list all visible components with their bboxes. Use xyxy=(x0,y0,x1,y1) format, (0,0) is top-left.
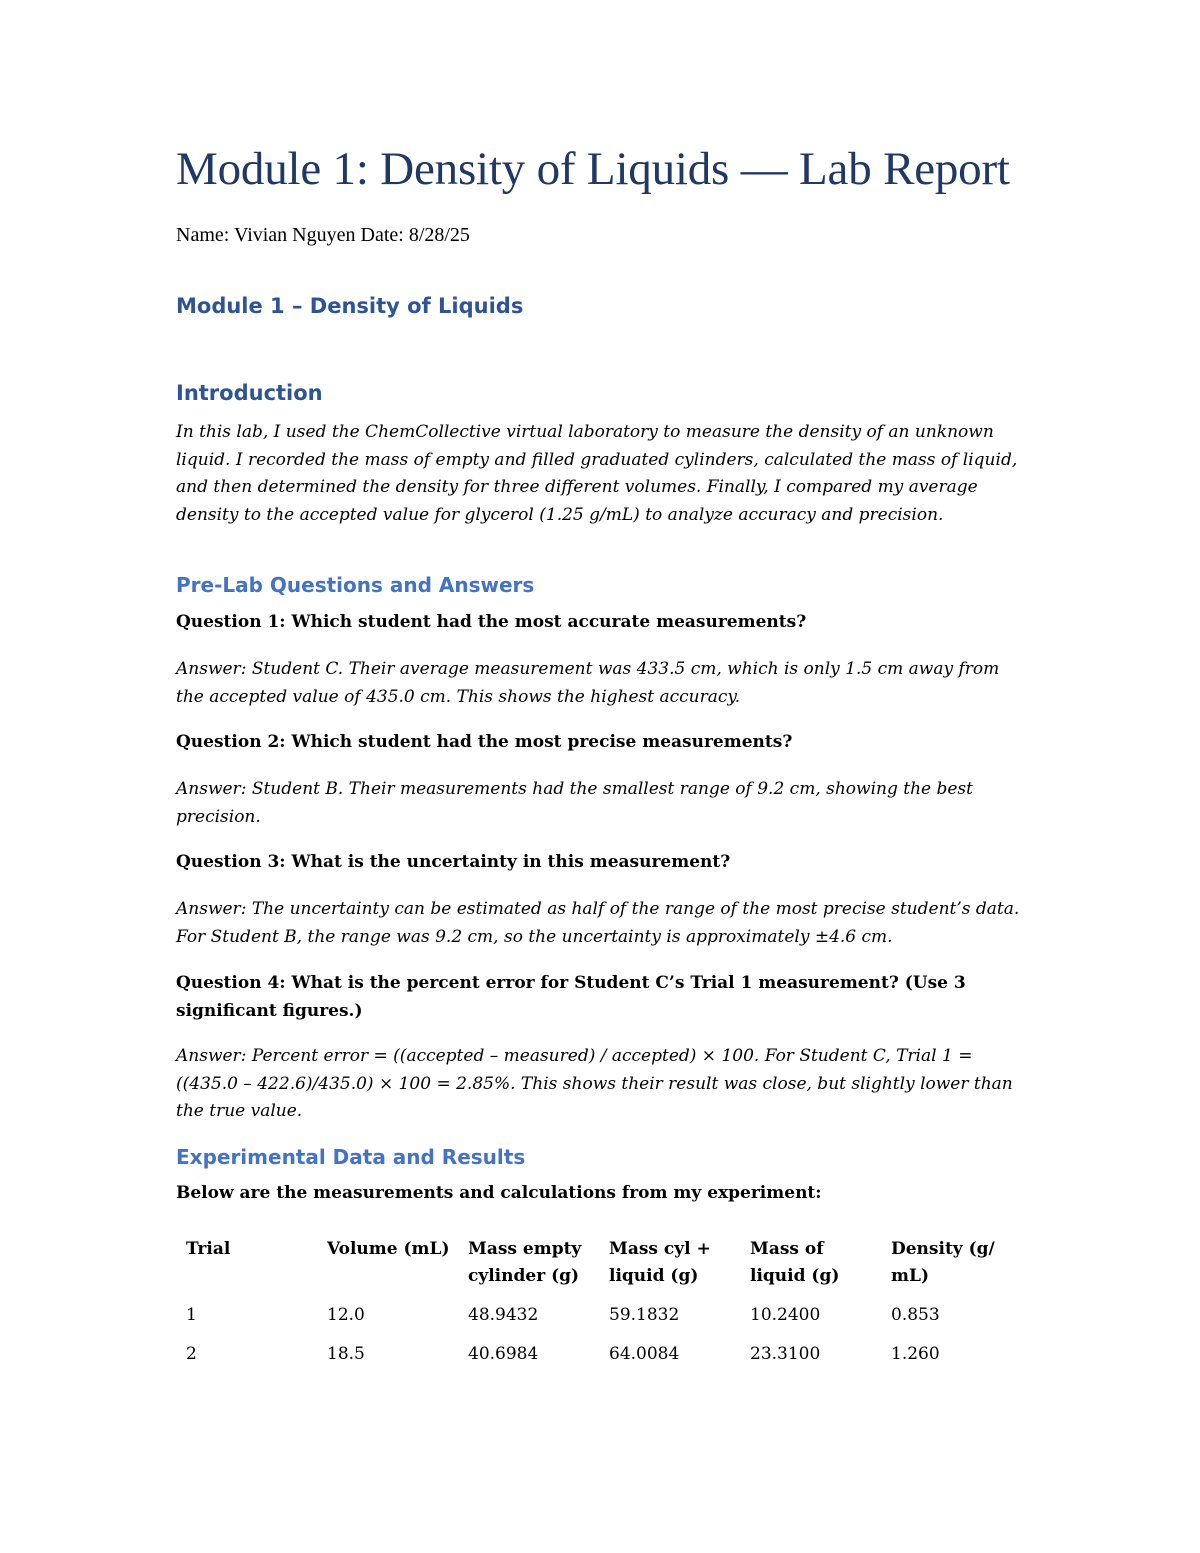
question-2: Question 2: Which student had the most precise measurements? xyxy=(176,732,793,752)
experimental-heading: Experimental Data and Results xyxy=(176,1145,526,1169)
experimental-lead: Below are the measurements and calculations from my experiment: xyxy=(176,1183,822,1203)
answer-4: Answer: Percent error = ((accepted – measured) / accepted) × 100. For Student C, Trial 1 = ((435.0 – 422.6)/435.0) × 100 = 2.85%. This shows their result was close, but slightly lower than the true value. xyxy=(176,1046,1013,1121)
section-heading: Module 1 – Density of Liquids xyxy=(176,294,524,318)
question-1: Question 1: Which student had the most accurate measurements? xyxy=(176,612,807,632)
table-cell: 23.3100 xyxy=(750,1344,821,1364)
answer-1: Answer: Student C. Their average measurement was 433.5 cm, which is only 1.5 cm away from the accepted value of 435.0 cm. This shows the highest accuracy. xyxy=(176,659,1000,707)
table-header-row xyxy=(176,1236,1022,1302)
header-density: Density (g/ mL) xyxy=(891,1239,995,1286)
name-date-line: Name: Vivian Nguyen Date: 8/28/25 xyxy=(176,224,470,246)
table-row xyxy=(176,1302,1022,1341)
data-table xyxy=(176,1236,1022,1380)
table-cell: 48.9432 xyxy=(468,1305,539,1325)
header-trial: Trial xyxy=(186,1239,231,1259)
table-cell: 1 xyxy=(186,1305,197,1325)
header-mass-empty: Mass empty cylinder (g) xyxy=(468,1239,582,1286)
table-cell: 40.6984 xyxy=(468,1344,539,1364)
table-cell: 64.0084 xyxy=(609,1344,680,1364)
table-row xyxy=(176,1341,1022,1380)
prelab-heading: Pre-Lab Questions and Answers xyxy=(176,573,535,597)
document-title: Module 1: Density of Liquids — Lab Report xyxy=(176,143,1010,195)
table-cell: 0.853 xyxy=(891,1305,940,1325)
table-cell: 18.5 xyxy=(327,1344,365,1364)
question-4: Question 4: What is the percent error for Student C’s Trial 1 measurement? (Use 3 significant figures.) xyxy=(176,973,966,1021)
header-mass-liquid: Mass of liquid (g) xyxy=(750,1239,840,1286)
table-cell: 10.2400 xyxy=(750,1305,821,1325)
header-mass-cyl-liquid: Mass cyl + liquid (g) xyxy=(609,1239,711,1286)
header-volume: Volume (mL) xyxy=(327,1239,450,1259)
table-cell: 59.1832 xyxy=(609,1305,680,1325)
table-cell: 2 xyxy=(186,1344,197,1364)
answer-3: Answer: The uncertainty can be estimated as half of the range of the most precise student’s data. For Student B, the range was 9.2 cm, so the uncertainty is approximately ±4.6 cm. xyxy=(176,899,1020,947)
introduction-heading: Introduction xyxy=(176,381,323,405)
question-3: Question 3: What is the uncertainty in this measurement? xyxy=(176,852,731,872)
table-cell: 1.260 xyxy=(891,1344,940,1364)
table-cell: 12.0 xyxy=(327,1305,365,1325)
introduction-text: In this lab, I used the ChemCollective virtual laboratory to measure the density of an unknown liquid. I recorded the mass of empty and filled graduated cylinders, calculated the mass of liquid, and then determined the density for three different volumes. Finally, I compared my average density to the accepted value for glycerol (1.25 g/mL) to analyze accuracy and precision. xyxy=(176,422,1018,525)
answer-2: Answer: Student B. Their measurements had the smallest range of 9.2 cm, showing the best precision. xyxy=(176,779,973,827)
